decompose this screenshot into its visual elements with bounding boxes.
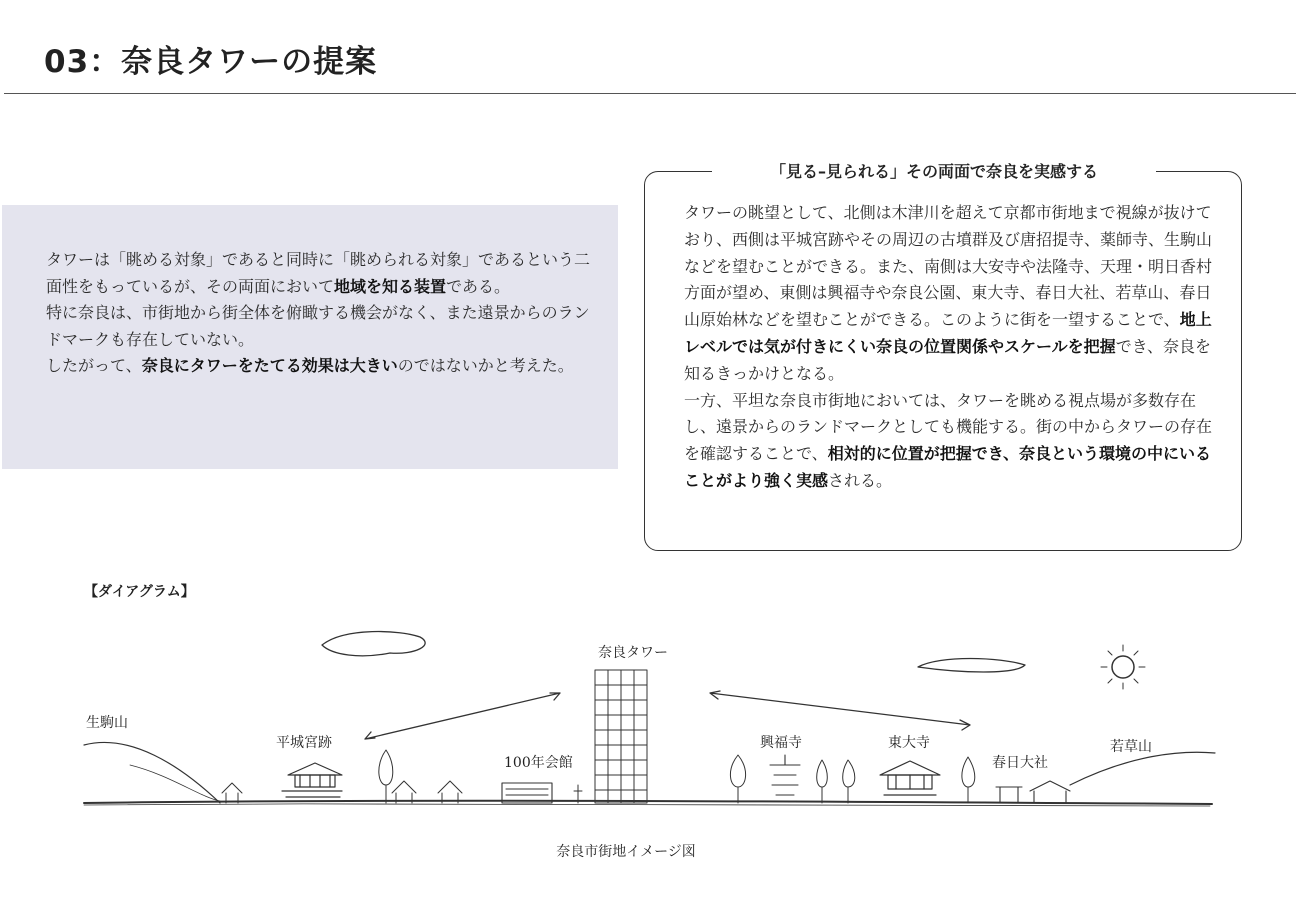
arrow-left [365,693,560,739]
heijo-palace-sketch [282,763,342,797]
paragraph [684,388,1216,495]
kasuga-shrine-sketch [996,781,1070,803]
label-todaiji: 東大寺 [888,735,930,751]
right-panel-text [684,200,1216,495]
cloud-left [322,632,425,656]
label-tower: 奈良タワー [598,645,668,661]
body-text: のではないかと考えた。 [397,356,574,375]
page-title: 03：奈良タワーの提案 [44,44,378,80]
diagram-label: 【ダイアグラム】 [84,584,195,600]
emphasis-text: 相対的に位置が把握でき、奈良という環境の中にいることがより強く実感 [684,444,1212,490]
body-text: される。 [828,470,893,490]
ground-line [84,801,1212,804]
label-kasuga: 春日大社 [992,755,1048,771]
diagram-caption: 奈良市街地イメージ図 [556,844,696,860]
ikoma-hill [84,742,220,803]
cityscape-sketch [70,615,1220,815]
right-panel-heading: 「見る–見られる」その両面で奈良を実感する [712,161,1156,183]
todaiji-sketch [880,761,940,795]
emphasis-text: 地域を知る装置 [334,276,447,296]
label-wakakusa: 若草山 [1110,739,1152,755]
sun-icon [1101,645,1145,689]
title-divider [4,93,1296,94]
body-text: タワーの眺望として、北側は木津川を超えて京都市街地まで視線が抜けており、西側は平城宮跡やその周辺の古墳群及び唐招提寺、薬師寺、生駒山などを望むことができる。また、南側は大安寺や法隆寺、天理・明日香村方面が望め、東側は興福寺や奈良公園、東大寺、春日大社、若草山、春日山原始林などを望むことができる。このように街を一望することで、 [684,203,1213,330]
body-text: である。 [446,276,511,296]
body-text: したがって、 [46,356,142,375]
paragraph [46,247,594,300]
arrow-right [710,691,970,730]
label-kofukuji: 興福寺 [760,735,802,751]
body-text: タワーは「眺める対象」であると同時に「眺められる対象」である [46,250,527,269]
emphasis-text: 地上レベルでは気が付きにくい奈良の位置関係やスケールを把握 [684,310,1212,356]
wakakusa-hill [1070,752,1215,785]
left-panel-text [46,247,594,380]
paragraph [46,300,594,353]
label-heijo: 平城宮跡 [276,735,332,751]
nara-tower-sketch [595,670,647,803]
body-text: という二面性をもっているが、その両面において [46,250,591,296]
emphasis-text: 奈良にタワーをたてる効果は大きい [141,356,398,375]
cloud-right [918,659,1025,673]
paragraph [46,353,594,380]
label-museum: 100年会館 [504,755,573,771]
body-text: 特に奈良は、市街地から街全体を俯瞰する機会がなく、また遠景からのランドマークも存在していない。 [46,303,590,349]
label-ikoma: 生駒山 [86,715,128,731]
paragraph [684,200,1216,388]
kofukuji-sketch [770,755,800,795]
body-text: 一方、平坦な奈良市街地においては、タワーを眺める視点場が多数存在し、遠景からのランドマークとしても機能する。街の中からタワーの存在を確認することで、 [684,390,1213,464]
body-text: でき、奈良を知るきっかけとなる。 [684,336,1212,383]
